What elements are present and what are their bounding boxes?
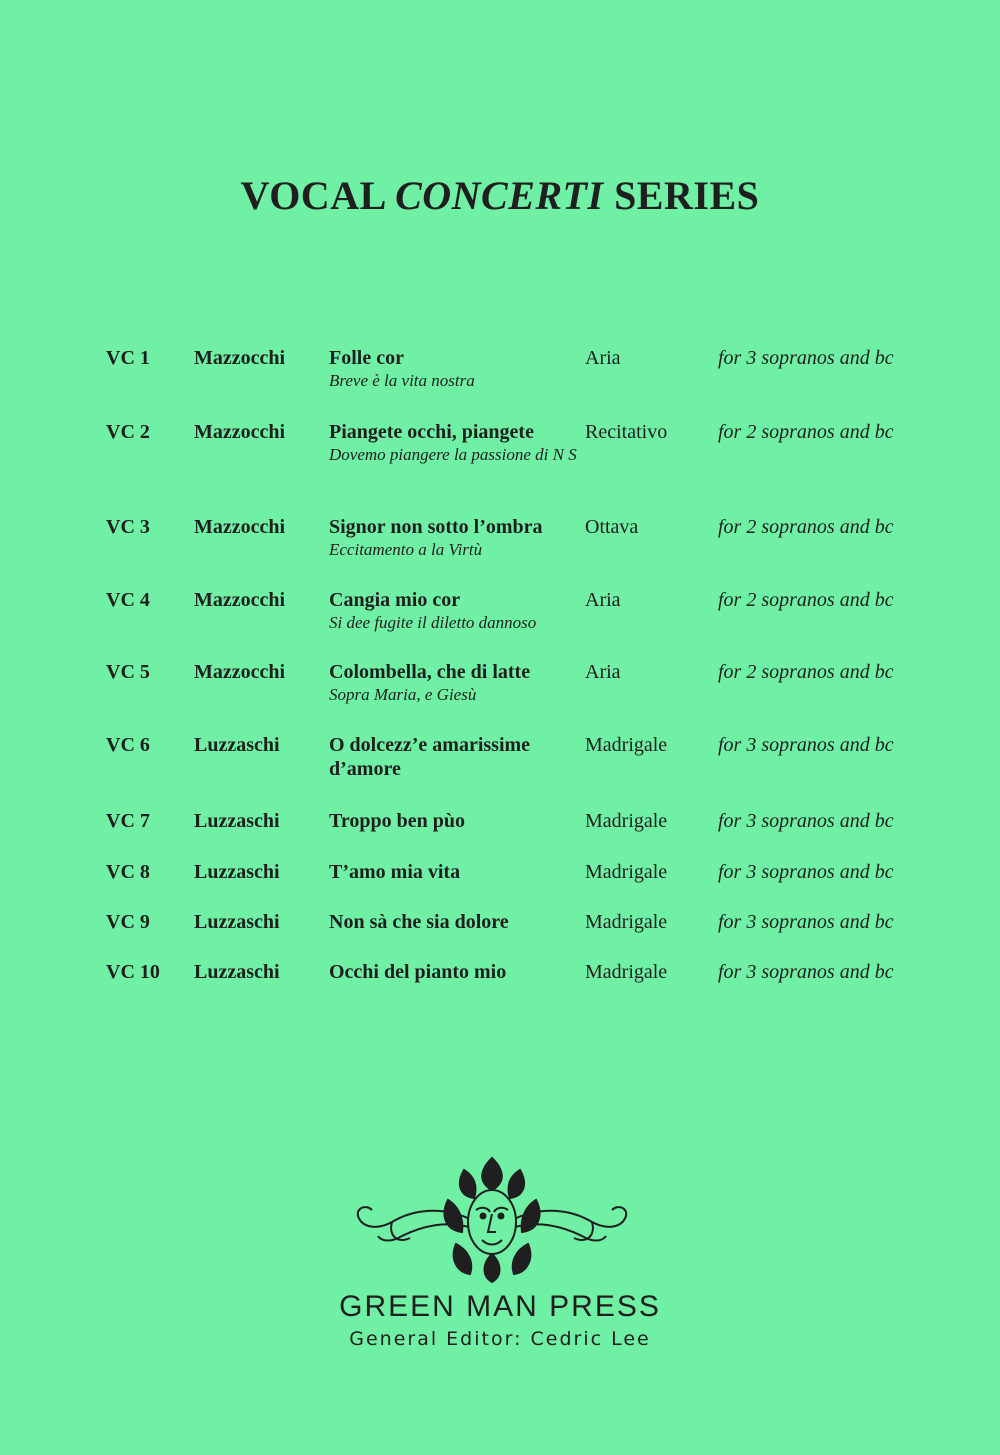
catalog-code: VC 9 bbox=[106, 911, 150, 933]
composer: Mazzocchi bbox=[194, 347, 286, 369]
form: Madrigale bbox=[585, 734, 668, 756]
list-item bbox=[0, 733, 1000, 793]
scoring: for 2 sopranos and bc bbox=[718, 516, 894, 538]
scoring: for 2 sopranos and bc bbox=[718, 661, 894, 683]
catalog-code: VC 1 bbox=[106, 347, 150, 369]
scoring: for 2 sopranos and bc bbox=[718, 589, 894, 611]
list-item bbox=[0, 660, 1000, 720]
catalog-code: VC 7 bbox=[106, 810, 150, 832]
green-man-icon bbox=[352, 1150, 632, 1285]
page-title: VOCAL CONCERTI SERIES bbox=[240, 173, 760, 218]
form: Aria bbox=[585, 589, 621, 611]
list-item bbox=[0, 960, 1000, 1020]
composer: Mazzocchi bbox=[194, 516, 286, 538]
general-editor: General Editor: Cedric Lee bbox=[349, 1328, 651, 1350]
scoring: for 3 sopranos and bc bbox=[718, 961, 894, 983]
form: Madrigale bbox=[585, 961, 668, 983]
work-title: Occhi del pianto mio bbox=[329, 961, 507, 983]
scoring: for 3 sopranos and bc bbox=[718, 911, 894, 933]
form: Aria bbox=[585, 347, 621, 369]
composer: Luzzaschi bbox=[194, 911, 280, 933]
work-title: Signor non sotto l’ombra Eccitamento a la Virtù bbox=[329, 515, 589, 561]
composer: Mazzocchi bbox=[194, 661, 286, 683]
work-title: T’amo mia vita bbox=[329, 861, 461, 883]
publisher-name: GREEN MAN PRESS bbox=[339, 1290, 661, 1323]
composer: Luzzaschi bbox=[194, 810, 280, 832]
catalog-code: VC 4 bbox=[106, 589, 150, 611]
form: Madrigale bbox=[585, 810, 668, 832]
scoring: for 3 sopranos and bc bbox=[718, 810, 894, 832]
work-subtitle: Breve è la vita nostra bbox=[329, 371, 475, 390]
work-subtitle: Si dee fugite il diletto dannoso bbox=[329, 613, 537, 632]
composer: Luzzaschi bbox=[194, 734, 280, 756]
composer: Mazzocchi bbox=[194, 589, 286, 611]
composer: Mazzocchi bbox=[194, 421, 286, 443]
scoring: for 3 sopranos and bc bbox=[718, 734, 894, 756]
work-subtitle: Dovemo piangere la passione di N S bbox=[329, 445, 577, 464]
list-item bbox=[0, 588, 1000, 648]
form: Ottava bbox=[585, 516, 639, 538]
form: Aria bbox=[585, 661, 621, 683]
catalog-code: VC 3 bbox=[106, 516, 150, 538]
list-item bbox=[0, 515, 1000, 575]
scoring: for 3 sopranos and bc bbox=[718, 861, 894, 883]
form: Madrigale bbox=[585, 911, 668, 933]
work-subtitle: Sopra Maria, e Giesù bbox=[329, 685, 477, 704]
catalog-code: VC 8 bbox=[106, 861, 150, 883]
scoring: for 3 sopranos and bc bbox=[718, 347, 894, 369]
catalog-code: VC 2 bbox=[106, 421, 150, 443]
composer: Luzzaschi bbox=[194, 861, 280, 883]
form: Madrigale bbox=[585, 861, 668, 883]
list-item bbox=[0, 346, 1000, 406]
work-title: Non sà che sia dolore bbox=[329, 911, 509, 933]
work-title: Folle cor Breve è la vita nostra bbox=[329, 346, 579, 392]
work-title: O dolcezz’e amarissime d’amore bbox=[329, 734, 531, 780]
work-subtitle: Eccitamento a la Virtù bbox=[329, 540, 483, 559]
work-title: Troppo ben pùo bbox=[329, 810, 465, 832]
list-item bbox=[0, 420, 1000, 480]
catalog-code: VC 10 bbox=[106, 961, 160, 983]
work-title: Colombella, che di latte Sopra Maria, e Giesù bbox=[329, 660, 579, 706]
catalog-code: VC 6 bbox=[106, 734, 150, 756]
catalog-code: VC 5 bbox=[106, 661, 150, 683]
form: Recitativo bbox=[585, 421, 668, 443]
work-title: Piangete occhi, piangete Dovemo piangere la passione di N S bbox=[329, 420, 579, 466]
work-title: Cangia mio cor Si dee fugite il diletto dannoso bbox=[329, 588, 584, 634]
scoring: for 2 sopranos and bc bbox=[718, 421, 894, 443]
composer: Luzzaschi bbox=[194, 961, 280, 983]
